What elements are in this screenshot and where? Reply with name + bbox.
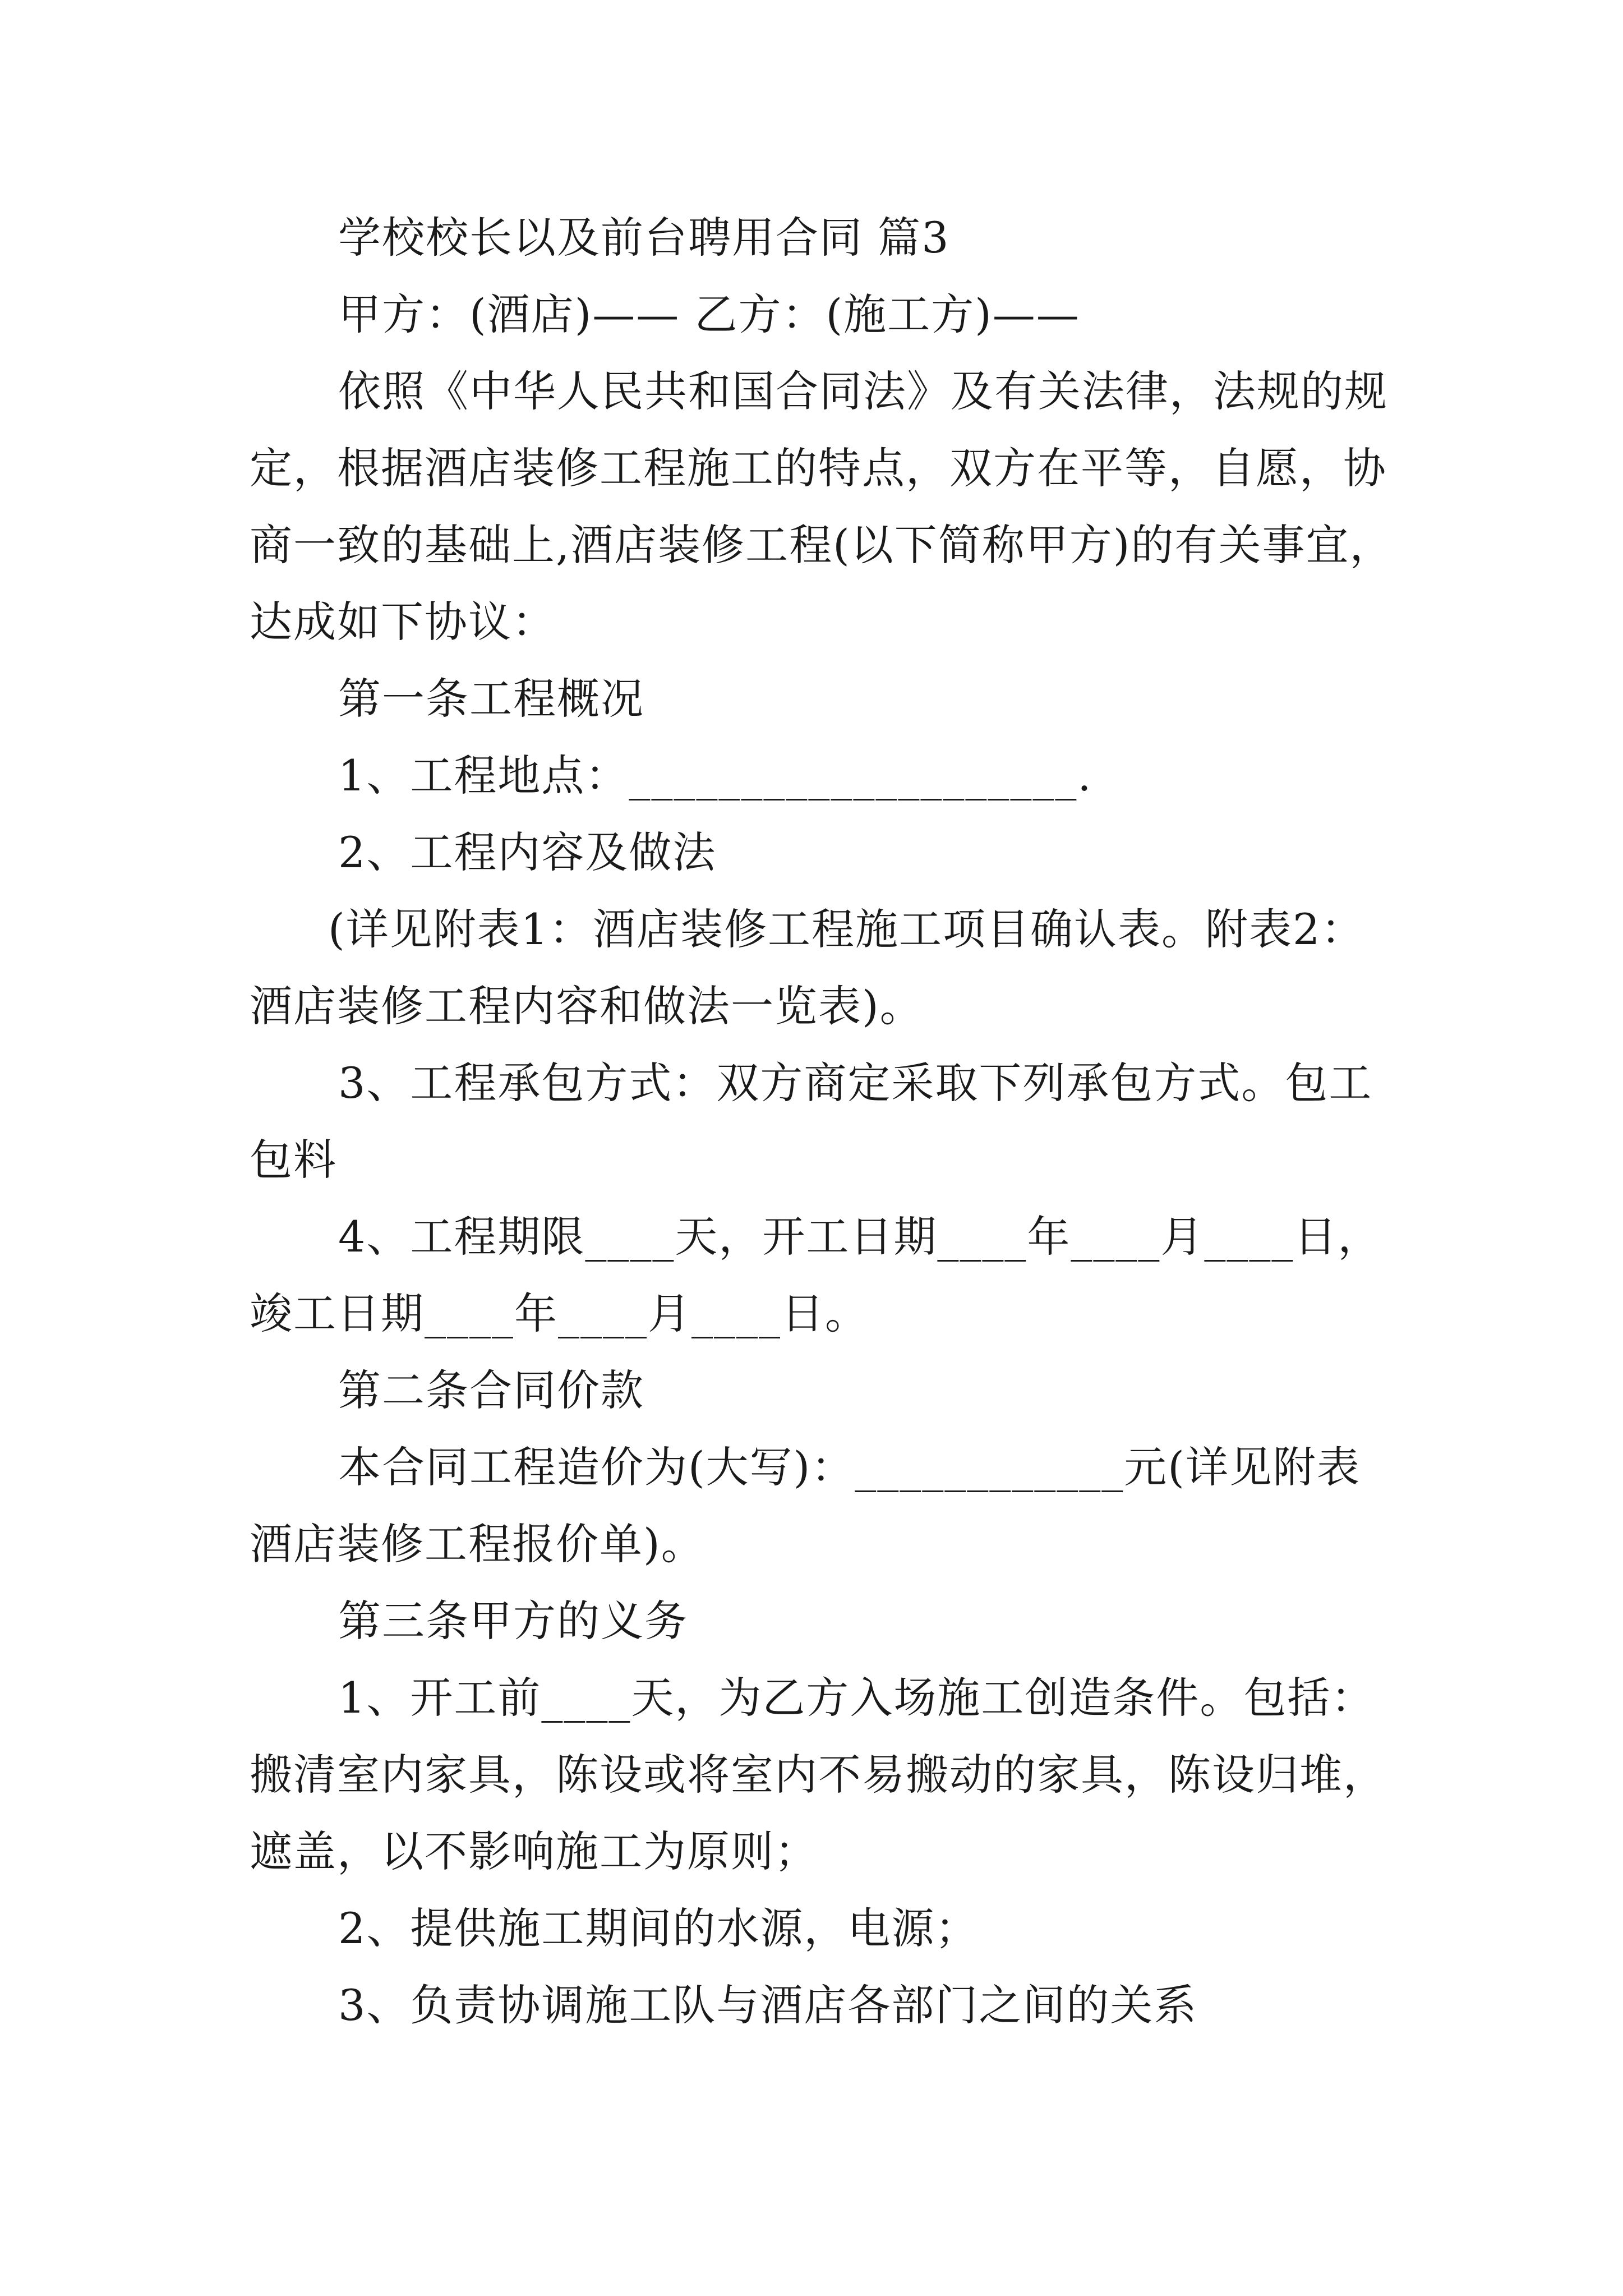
article-3-item-3 <box>250 1967 1382 2044</box>
intro-paragraph <box>250 353 1394 660</box>
heading-text: 第三条甲方的义务 <box>338 1596 688 1646</box>
heading-text: 第一条工程概况 <box>338 674 644 724</box>
item-line: 1、开工前____天，为乙方入场施工创造条件。包括： <box>338 1673 1375 1723</box>
paragraph-line: 本合同工程造价为(大写)：____________元(详见附表 <box>338 1442 1361 1492</box>
heading-text: 第二条合同价款 <box>338 1365 644 1415</box>
item-text: 2、提供施工期间的水源，电源； <box>338 1903 979 1953</box>
item-line: 包料 <box>250 1135 337 1185</box>
item-line: 竣工日期____年____月____日。 <box>250 1289 869 1338</box>
intro-line: 依照《中华人民共和国合同法》及有关法律，法规的规 <box>338 366 1388 416</box>
item-line: 4、工程期限____天，开工日期____年____月____日， <box>338 1212 1382 1262</box>
parties-line <box>250 276 1382 353</box>
item-line: 搬清室内家具，陈设或将室内不易搬动的家具，陈设归堆， <box>250 1750 1387 1800</box>
document-body <box>250 199 1394 2044</box>
intro-line: 商一致的基础上,酒店装修工程(以下简称甲方)的有关事宜， <box>250 520 1394 570</box>
intro-line: 达成如下协议： <box>250 597 556 647</box>
article-1-item-3 <box>250 1045 1382 1198</box>
document-title <box>250 199 1382 276</box>
article-1-item-1 <box>250 737 1382 814</box>
article-3-item-2 <box>250 1890 1382 1967</box>
article-2-heading <box>250 1352 1382 1429</box>
article-1-heading <box>250 660 1382 737</box>
intro-line: 定，根据酒店装修工程施工的特点，双方在平等，自愿，协 <box>250 443 1387 493</box>
article-1-item-2-detail <box>250 891 1382 1045</box>
article-1-item-4 <box>250 1198 1382 1352</box>
article-2-paragraph <box>250 1429 1382 1582</box>
parties-text: 甲方：(酒店)—— 乙方：(施工方)—— <box>338 289 1080 339</box>
item-line: 3、工程承包方式：双方商定采取下列承包方式。包工 <box>338 1058 1373 1108</box>
article-1-item-2 <box>250 814 1382 891</box>
title-text: 学校校长以及前台聘用合同 篇3 <box>338 213 950 263</box>
paragraph-line: 酒店装修工程报价单)。 <box>250 1519 705 1569</box>
detail-line: (详见附表1：酒店装修工程施工项目确认表。附表2： <box>328 904 1365 954</box>
article-3-heading <box>250 1582 1382 1659</box>
item-text: 3、负责协调施工队与酒店各部门之间的关系 <box>338 1980 1198 2030</box>
detail-line: 酒店装修工程内容和做法一览表)。 <box>250 981 924 1031</box>
item-line: 遮盖，以不影响施工为原则； <box>250 1826 818 1876</box>
item-text: 1、工程地点：____________________. <box>338 751 1092 800</box>
item-text: 2、工程内容及做法 <box>338 827 717 877</box>
article-3-item-1 <box>250 1659 1387 1890</box>
